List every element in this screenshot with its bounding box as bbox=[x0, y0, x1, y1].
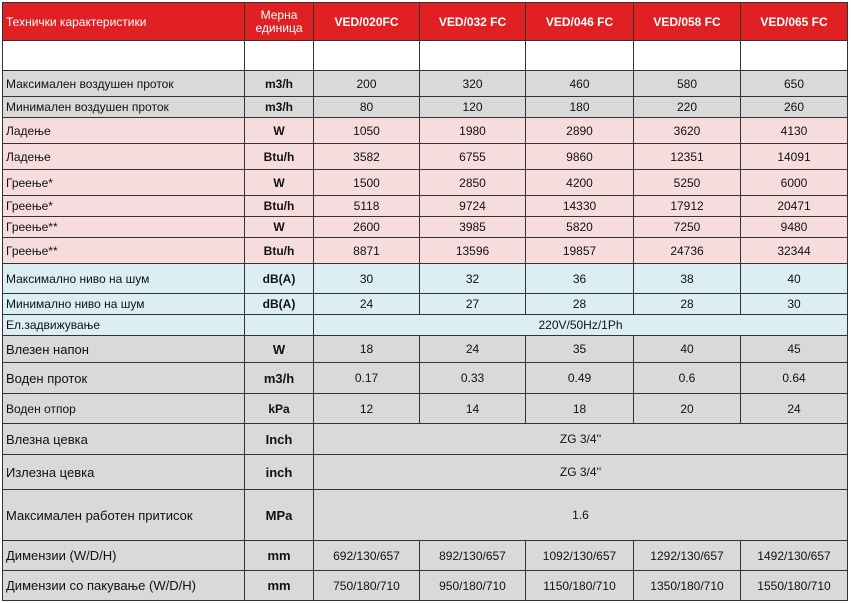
merged-value: 220V/50Hz/1Ph bbox=[314, 315, 848, 336]
cell-value: 14330 bbox=[526, 196, 634, 217]
cell-value: 19857 bbox=[526, 238, 634, 264]
row-label: Ладење bbox=[3, 144, 245, 170]
row-unit: mm bbox=[245, 541, 314, 571]
row-unit: W bbox=[245, 170, 314, 196]
table-row bbox=[3, 144, 848, 170]
cell-value: 2850 bbox=[420, 170, 526, 196]
row-unit: dB(A) bbox=[245, 264, 314, 294]
cell-value: 0.6 bbox=[634, 363, 741, 394]
cell-value: 1092/130/657 bbox=[526, 541, 634, 571]
table-row bbox=[3, 238, 848, 264]
cell-value: 750/180/710 bbox=[314, 571, 420, 601]
model-header: VED/020FC bbox=[314, 3, 420, 41]
cell-value: 260 bbox=[741, 97, 848, 118]
table-row bbox=[3, 294, 848, 315]
cell-value: 1492/130/657 bbox=[741, 541, 848, 571]
table-row bbox=[3, 490, 848, 541]
cell-value: 1292/130/657 bbox=[634, 541, 741, 571]
table-title: Технички карактеристики bbox=[3, 3, 245, 41]
cell-value: 320 bbox=[420, 71, 526, 97]
cell-value: 24736 bbox=[634, 238, 741, 264]
cell-value: 20471 bbox=[741, 196, 848, 217]
row-label: Влезна цевка bbox=[3, 424, 245, 455]
cell-value: 460 bbox=[526, 71, 634, 97]
cell-value: 35 bbox=[526, 336, 634, 363]
cell-value: 24 bbox=[420, 336, 526, 363]
row-unit: Btu/h bbox=[245, 238, 314, 264]
table-row bbox=[3, 571, 848, 601]
row-unit: W bbox=[245, 217, 314, 238]
table-row bbox=[3, 217, 848, 238]
cell-value: 28 bbox=[526, 294, 634, 315]
table-row bbox=[3, 118, 848, 144]
cell-value: 692/130/657 bbox=[314, 541, 420, 571]
cell-value: 9724 bbox=[420, 196, 526, 217]
cell-value: 5118 bbox=[314, 196, 420, 217]
row-label: Ладење bbox=[3, 118, 245, 144]
cell-value: 0.17 bbox=[314, 363, 420, 394]
row-unit: Btu/h bbox=[245, 196, 314, 217]
row-unit: Btu/h bbox=[245, 144, 314, 170]
cell-value: 18 bbox=[314, 336, 420, 363]
row-unit: kPa bbox=[245, 394, 314, 424]
cell-value: 30 bbox=[314, 264, 420, 294]
table-row bbox=[3, 336, 848, 363]
row-label: Максимален работен притисок bbox=[3, 490, 245, 541]
table-row bbox=[3, 264, 848, 294]
cell-value: 180 bbox=[526, 97, 634, 118]
cell-value: 38 bbox=[634, 264, 741, 294]
table-row bbox=[3, 170, 848, 196]
cell-value: 4200 bbox=[526, 170, 634, 196]
cell-value: 14 bbox=[420, 394, 526, 424]
cell-value: 27 bbox=[420, 294, 526, 315]
merged-value: ZG 3/4'' bbox=[314, 424, 848, 455]
row-label: Минимален воздушен проток bbox=[3, 97, 245, 118]
empty-row bbox=[3, 41, 848, 71]
table-row bbox=[3, 541, 848, 571]
cell-value: 3620 bbox=[634, 118, 741, 144]
table-row bbox=[3, 97, 848, 118]
row-label: Ел.задвижување bbox=[3, 315, 245, 336]
row-unit: m3/h bbox=[245, 71, 314, 97]
cell-value: 12 bbox=[314, 394, 420, 424]
row-unit: Inch bbox=[245, 424, 314, 455]
row-label: Излезна цевка bbox=[3, 455, 245, 490]
cell-value: 2890 bbox=[526, 118, 634, 144]
cell-value: 950/180/710 bbox=[420, 571, 526, 601]
cell-value: 28 bbox=[634, 294, 741, 315]
cell-value: 1980 bbox=[420, 118, 526, 144]
row-unit bbox=[245, 315, 314, 336]
cell-value: 220 bbox=[634, 97, 741, 118]
row-label: Греење** bbox=[3, 238, 245, 264]
cell-value: 40 bbox=[741, 264, 848, 294]
cell-value: 1150/180/710 bbox=[526, 571, 634, 601]
cell-value: 3582 bbox=[314, 144, 420, 170]
header-row bbox=[3, 3, 848, 41]
row-label: Максимално ниво на шум bbox=[3, 264, 245, 294]
cell-value: 0.33 bbox=[420, 363, 526, 394]
cell-value: 8871 bbox=[314, 238, 420, 264]
unit-header: Мерна единица bbox=[245, 3, 314, 41]
cell-value: 0.49 bbox=[526, 363, 634, 394]
table-row bbox=[3, 196, 848, 217]
cell-value: 45 bbox=[741, 336, 848, 363]
row-label: Димензии со пакување (W/D/H) bbox=[3, 571, 245, 601]
cell-value: 7250 bbox=[634, 217, 741, 238]
cell-value: 32 bbox=[420, 264, 526, 294]
cell-value: 17912 bbox=[634, 196, 741, 217]
cell-value: 120 bbox=[420, 97, 526, 118]
cell-value: 5820 bbox=[526, 217, 634, 238]
cell-value: 1550/180/710 bbox=[741, 571, 848, 601]
cell-value: 4130 bbox=[741, 118, 848, 144]
table-row bbox=[3, 363, 848, 394]
row-label: Греење* bbox=[3, 170, 245, 196]
cell-value: 3985 bbox=[420, 217, 526, 238]
cell-value: 20 bbox=[634, 394, 741, 424]
model-header: VED/046 FC bbox=[526, 3, 634, 41]
table-row bbox=[3, 394, 848, 424]
row-label: Воден проток bbox=[3, 363, 245, 394]
row-label: Греење* bbox=[3, 196, 245, 217]
row-unit: m3/h bbox=[245, 363, 314, 394]
row-unit: W bbox=[245, 336, 314, 363]
row-unit: MPa bbox=[245, 490, 314, 541]
cell-value: 1500 bbox=[314, 170, 420, 196]
cell-value: 32344 bbox=[741, 238, 848, 264]
table-row bbox=[3, 315, 848, 336]
row-label: Греење** bbox=[3, 217, 245, 238]
row-unit: inch bbox=[245, 455, 314, 490]
cell-value: 5250 bbox=[634, 170, 741, 196]
cell-value: 80 bbox=[314, 97, 420, 118]
cell-value: 1050 bbox=[314, 118, 420, 144]
cell-value: 650 bbox=[741, 71, 848, 97]
row-label: Воден отпор bbox=[3, 394, 245, 424]
spec-table bbox=[2, 2, 848, 601]
cell-value: 6755 bbox=[420, 144, 526, 170]
model-header: VED/058 FC bbox=[634, 3, 741, 41]
table-row bbox=[3, 424, 848, 455]
cell-value: 200 bbox=[314, 71, 420, 97]
cell-value: 36 bbox=[526, 264, 634, 294]
cell-value: 13596 bbox=[420, 238, 526, 264]
table-row bbox=[3, 71, 848, 97]
model-header: VED/032 FC bbox=[420, 3, 526, 41]
row-label: Минимално ниво на шум bbox=[3, 294, 245, 315]
cell-value: 30 bbox=[741, 294, 848, 315]
cell-value: 24 bbox=[741, 394, 848, 424]
cell-value: 892/130/657 bbox=[420, 541, 526, 571]
cell-value: 1350/180/710 bbox=[634, 571, 741, 601]
cell-value: 0.64 bbox=[741, 363, 848, 394]
row-unit: dB(A) bbox=[245, 294, 314, 315]
cell-value: 6000 bbox=[741, 170, 848, 196]
row-label: Максимален воздушен проток bbox=[3, 71, 245, 97]
row-unit: mm bbox=[245, 571, 314, 601]
row-unit: W bbox=[245, 118, 314, 144]
table-row bbox=[3, 455, 848, 490]
model-header: VED/065 FC bbox=[741, 3, 848, 41]
cell-value: 9480 bbox=[741, 217, 848, 238]
cell-value: 12351 bbox=[634, 144, 741, 170]
cell-value: 40 bbox=[634, 336, 741, 363]
cell-value: 2600 bbox=[314, 217, 420, 238]
cell-value: 24 bbox=[314, 294, 420, 315]
row-label: Димензии (W/D/H) bbox=[3, 541, 245, 571]
merged-value: ZG 3/4'' bbox=[314, 455, 848, 490]
merged-value: 1.6 bbox=[314, 490, 848, 541]
cell-value: 14091 bbox=[741, 144, 848, 170]
row-label: Влезен напон bbox=[3, 336, 245, 363]
cell-value: 18 bbox=[526, 394, 634, 424]
row-unit: m3/h bbox=[245, 97, 314, 118]
cell-value: 580 bbox=[634, 71, 741, 97]
cell-value: 9860 bbox=[526, 144, 634, 170]
